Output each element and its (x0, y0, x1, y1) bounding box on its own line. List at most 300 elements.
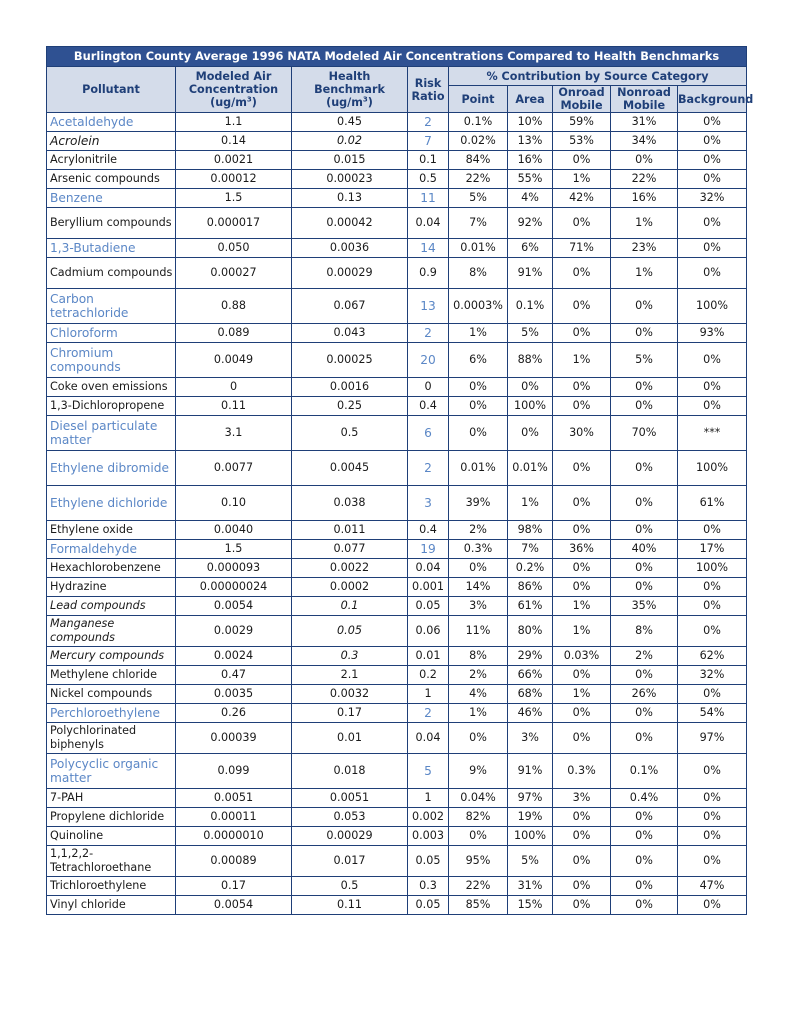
nonroad-percent: 26% (611, 685, 678, 704)
modeled-concentration: 0.0054 (176, 896, 292, 915)
point-percent: 95% (449, 846, 508, 877)
area-percent: 91% (508, 754, 553, 789)
background-percent: 17% (678, 540, 747, 559)
pollutant-name: Arsenic compounds (47, 170, 176, 189)
modeled-concentration: 0.14 (176, 132, 292, 151)
risk-ratio: 0.04 (408, 723, 449, 754)
pollutant-name: Lead compounds (47, 597, 176, 616)
area-percent: 1% (508, 486, 553, 521)
pollutant-header: Pollutant (47, 67, 176, 113)
area-percent: 5% (508, 324, 553, 343)
onroad-percent: 0.03% (553, 647, 611, 666)
background-percent: 62% (678, 647, 747, 666)
background-percent: 0% (678, 846, 747, 877)
area-percent: 0% (508, 378, 553, 397)
pollutant-name: Ethylene oxide (47, 521, 176, 540)
nonroad-percent: 35% (611, 597, 678, 616)
background-percent: *** (678, 416, 747, 451)
modeled-concentration: 0.0051 (176, 789, 292, 808)
point-percent: 39% (449, 486, 508, 521)
table-row (47, 416, 747, 451)
table-row (47, 597, 747, 616)
risk-ratio: 13 (408, 289, 449, 324)
table-row (47, 289, 747, 324)
risk-ratio: 11 (408, 189, 449, 208)
pollutant-name: Acetaldehyde (47, 113, 176, 132)
table-row (47, 559, 747, 578)
nonroad-percent: 1% (611, 258, 678, 289)
modeled-concentration: 0.00012 (176, 170, 292, 189)
background-percent: 0% (678, 685, 747, 704)
table-row (47, 723, 747, 754)
background-percent: 0% (678, 343, 747, 378)
point-percent: 0% (449, 397, 508, 416)
pollutant-name: Acrolein (47, 132, 176, 151)
area-percent: 0.01% (508, 451, 553, 486)
pollutant-name: Perchloroethylene (47, 704, 176, 723)
modeled-concentration: 0.00027 (176, 258, 292, 289)
nonroad-percent: 0% (611, 827, 678, 846)
point-percent: 22% (449, 877, 508, 896)
point-percent: 8% (449, 258, 508, 289)
onroad-percent: 0% (553, 827, 611, 846)
health-benchmark: 0.053 (292, 808, 408, 827)
health-benchmark: 0.45 (292, 113, 408, 132)
area-percent: 10% (508, 113, 553, 132)
background-percent: 0% (678, 754, 747, 789)
modeled-concentration: 1.5 (176, 189, 292, 208)
background-percent: 0% (678, 896, 747, 915)
point-percent: 0% (449, 559, 508, 578)
nonroad-percent: 0% (611, 877, 678, 896)
point-percent: 0.3% (449, 540, 508, 559)
health-benchmark: 0.25 (292, 397, 408, 416)
area-percent: 0.2% (508, 559, 553, 578)
table-row (47, 616, 747, 647)
pollutant-name: Coke oven emissions (47, 378, 176, 397)
table-row (47, 877, 747, 896)
point-percent: 0.0003% (449, 289, 508, 324)
modeled-concentration: 0.88 (176, 289, 292, 324)
modeled-concentration: 0.0024 (176, 647, 292, 666)
background-percent: 0% (678, 578, 747, 597)
point-percent: 0.1% (449, 113, 508, 132)
area-header: Area (508, 86, 553, 113)
modeled-concentration: 0.0040 (176, 521, 292, 540)
point-percent: 1% (449, 324, 508, 343)
onroad-percent: 0% (553, 289, 611, 324)
onroad-percent: 0% (553, 559, 611, 578)
onroad-percent: 0% (553, 208, 611, 239)
point-percent: 0.04% (449, 789, 508, 808)
point-percent: 0% (449, 723, 508, 754)
pollutant-name: Mercury compounds (47, 647, 176, 666)
pollutant-name: Benzene (47, 189, 176, 208)
risk-ratio: 2 (408, 704, 449, 723)
risk-ratio: 1 (408, 685, 449, 704)
table-row (47, 208, 747, 239)
modeled-concentration: 0.0054 (176, 597, 292, 616)
point-percent: 4% (449, 685, 508, 704)
health-benchmark: 0.00023 (292, 170, 408, 189)
onroad-percent: 0% (553, 666, 611, 685)
onroad-percent: 36% (553, 540, 611, 559)
table-row (47, 189, 747, 208)
point-percent: 0% (449, 416, 508, 451)
area-percent: 98% (508, 521, 553, 540)
risk-ratio: 5 (408, 754, 449, 789)
risk-ratio: 2 (408, 324, 449, 343)
table-row (47, 132, 747, 151)
nonroad-percent: 0% (611, 666, 678, 685)
area-percent: 29% (508, 647, 553, 666)
health-benchmark: 0.5 (292, 416, 408, 451)
point-percent: 0% (449, 827, 508, 846)
onroad-percent: 3% (553, 789, 611, 808)
point-percent: 5% (449, 189, 508, 208)
health-benchmark: 0.0032 (292, 685, 408, 704)
health-benchmark: 0.038 (292, 486, 408, 521)
onroad-percent: 0% (553, 846, 611, 877)
onroad-percent: 0% (553, 704, 611, 723)
modeled-concentration: 0.0077 (176, 451, 292, 486)
table-row (47, 151, 747, 170)
background-percent: 0% (678, 258, 747, 289)
table-row (47, 239, 747, 258)
point-percent: 85% (449, 896, 508, 915)
pollutant-name: Hydrazine (47, 578, 176, 597)
point-percent: 2% (449, 666, 508, 685)
table-row (47, 666, 747, 685)
point-percent: 9% (449, 754, 508, 789)
onroad-percent: 0% (553, 451, 611, 486)
pollutant-name: Hexachlorobenzene (47, 559, 176, 578)
area-percent: 0% (508, 416, 553, 451)
risk-ratio: 2 (408, 451, 449, 486)
health-benchmark: 0.0002 (292, 578, 408, 597)
modeled-concentration: 0.11 (176, 397, 292, 416)
onroad-mobile-header: Onroad Mobile (553, 86, 611, 113)
pollutant-name: Nickel compounds (47, 685, 176, 704)
pollutant-name: 1,3-Dichloropropene (47, 397, 176, 416)
background-percent: 0% (678, 239, 747, 258)
point-percent: 6% (449, 343, 508, 378)
nonroad-percent: 0% (611, 723, 678, 754)
onroad-percent: 0% (553, 521, 611, 540)
area-percent: 13% (508, 132, 553, 151)
area-percent: 100% (508, 827, 553, 846)
onroad-percent: 0% (553, 397, 611, 416)
modeled-concentration: 0.0021 (176, 151, 292, 170)
health-benchmark: 0.00029 (292, 827, 408, 846)
background-percent: 0% (678, 597, 747, 616)
table-row (47, 324, 747, 343)
risk-ratio: 0.05 (408, 597, 449, 616)
modeled-concentration: 0 (176, 378, 292, 397)
health-benchmark: 0.0045 (292, 451, 408, 486)
modeled-concentration: 3.1 (176, 416, 292, 451)
modeled-concentration: 1.5 (176, 540, 292, 559)
background-percent: 0% (678, 113, 747, 132)
table-row (47, 827, 747, 846)
point-percent: 0.01% (449, 451, 508, 486)
nonroad-percent: 1% (611, 208, 678, 239)
background-percent: 0% (678, 808, 747, 827)
pollutant-name: Polychlorinated biphenyls (47, 723, 176, 754)
table-row (47, 647, 747, 666)
nonroad-percent: 70% (611, 416, 678, 451)
modeled-concentration: 0.0035 (176, 685, 292, 704)
onroad-percent: 0% (553, 258, 611, 289)
point-percent: 7% (449, 208, 508, 239)
background-percent: 100% (678, 451, 747, 486)
table-row (47, 397, 747, 416)
nonroad-percent: 40% (611, 540, 678, 559)
nonroad-percent: 0% (611, 521, 678, 540)
health-benchmark: 0.5 (292, 877, 408, 896)
health-benchmark: 0.077 (292, 540, 408, 559)
area-percent: 16% (508, 151, 553, 170)
area-percent: 31% (508, 877, 553, 896)
onroad-percent: 0% (553, 808, 611, 827)
health-benchmark-header: Health Benchmark $(ug/m^3)$ (292, 67, 408, 113)
table-row (47, 578, 747, 597)
health-benchmark: 0.17 (292, 704, 408, 723)
table-row (47, 846, 747, 877)
area-percent: 46% (508, 704, 553, 723)
area-percent: 86% (508, 578, 553, 597)
table-row (47, 451, 747, 486)
background-percent: 0% (678, 378, 747, 397)
pollutant-name: Polycyclic organic matter (47, 754, 176, 789)
table-row (47, 521, 747, 540)
onroad-percent: 0% (553, 378, 611, 397)
health-benchmark: 0.02 (292, 132, 408, 151)
onroad-percent: 53% (553, 132, 611, 151)
onroad-percent: 71% (553, 239, 611, 258)
background-percent: 32% (678, 189, 747, 208)
health-benchmark: 0.0016 (292, 378, 408, 397)
nonroad-percent: 0% (611, 578, 678, 597)
background-percent: 47% (678, 877, 747, 896)
health-benchmark: 0.0036 (292, 239, 408, 258)
onroad-percent: 1% (553, 343, 611, 378)
risk-ratio: 0.04 (408, 559, 449, 578)
modeled-concentration: 0.17 (176, 877, 292, 896)
pollutant-name: Vinyl chloride (47, 896, 176, 915)
pollutant-name: Propylene dichloride (47, 808, 176, 827)
background-percent: 0% (678, 170, 747, 189)
area-percent: 92% (508, 208, 553, 239)
onroad-percent: 0% (553, 896, 611, 915)
pollutant-name: Manganese compounds (47, 616, 176, 647)
table-row (47, 685, 747, 704)
area-percent: 6% (508, 239, 553, 258)
modeled-concentration: 0.0029 (176, 616, 292, 647)
risk-ratio: 0.9 (408, 258, 449, 289)
nonroad-percent: 31% (611, 113, 678, 132)
nonroad-percent: 0% (611, 451, 678, 486)
table-row (47, 258, 747, 289)
health-benchmark: 0.11 (292, 896, 408, 915)
modeled-concentration: 0.00011 (176, 808, 292, 827)
health-benchmark: 0.3 (292, 647, 408, 666)
background-header: Background (678, 86, 747, 113)
point-percent: 14% (449, 578, 508, 597)
health-benchmark: 0.017 (292, 846, 408, 877)
area-percent: 68% (508, 685, 553, 704)
background-percent: 0% (678, 208, 747, 239)
point-percent: 11% (449, 616, 508, 647)
table-row (47, 170, 747, 189)
health-benchmark: 0.00029 (292, 258, 408, 289)
point-percent: 0.02% (449, 132, 508, 151)
source-contribution-header: % Contribution by Source Category (449, 67, 747, 86)
point-percent: 1% (449, 704, 508, 723)
health-benchmark: 0.043 (292, 324, 408, 343)
table-row (47, 754, 747, 789)
modeled-concentration: 0.0000010 (176, 827, 292, 846)
health-benchmark: 0.1 (292, 597, 408, 616)
risk-ratio: 0.003 (408, 827, 449, 846)
table-row (47, 704, 747, 723)
table-body (47, 113, 747, 915)
onroad-percent: 42% (553, 189, 611, 208)
modeled-concentration: 0.00089 (176, 846, 292, 877)
onroad-percent: 0.3% (553, 754, 611, 789)
background-percent: 93% (678, 324, 747, 343)
pollutant-name: Quinoline (47, 827, 176, 846)
nonroad-percent: 5% (611, 343, 678, 378)
table-row (47, 540, 747, 559)
onroad-percent: 0% (553, 486, 611, 521)
risk-ratio: 0.04 (408, 208, 449, 239)
area-percent: 91% (508, 258, 553, 289)
nonroad-percent: 0% (611, 846, 678, 877)
table-row (47, 378, 747, 397)
health-benchmark: 0.067 (292, 289, 408, 324)
table-row (47, 896, 747, 915)
modeled-concentration: 0.10 (176, 486, 292, 521)
background-percent: 0% (678, 151, 747, 170)
area-percent: 4% (508, 189, 553, 208)
area-percent: 97% (508, 789, 553, 808)
onroad-percent: 59% (553, 113, 611, 132)
risk-ratio: 0.001 (408, 578, 449, 597)
background-percent: 0% (678, 789, 747, 808)
background-percent: 100% (678, 559, 747, 578)
background-percent: 32% (678, 666, 747, 685)
nonroad-percent: 0% (611, 808, 678, 827)
risk-ratio: 0.05 (408, 846, 449, 877)
onroad-percent: 1% (553, 170, 611, 189)
risk-ratio: 0.01 (408, 647, 449, 666)
risk-ratio: 0.002 (408, 808, 449, 827)
modeled-concentration: 0.00000024 (176, 578, 292, 597)
pollutant-name: Trichloroethylene (47, 877, 176, 896)
nonroad-mobile-header: Nonroad Mobile (611, 86, 678, 113)
nonroad-percent: 0% (611, 289, 678, 324)
nonroad-percent: 16% (611, 189, 678, 208)
risk-ratio: 0.05 (408, 896, 449, 915)
pollutant-name: Ethylene dichloride (47, 486, 176, 521)
background-percent: 61% (678, 486, 747, 521)
risk-ratio: 6 (408, 416, 449, 451)
pollutant-name: Ethylene dibromide (47, 451, 176, 486)
onroad-percent: 0% (553, 723, 611, 754)
health-benchmark: 0.011 (292, 521, 408, 540)
risk-ratio: 0.2 (408, 666, 449, 685)
pollutant-name: 1,1,2,2-Tetrachloroethane (47, 846, 176, 877)
onroad-percent: 0% (553, 578, 611, 597)
background-percent: 0% (678, 397, 747, 416)
nonroad-percent: 8% (611, 616, 678, 647)
risk-ratio: 14 (408, 239, 449, 258)
onroad-percent: 30% (553, 416, 611, 451)
health-benchmark: 0.018 (292, 754, 408, 789)
modeled-concentration: 0.0049 (176, 343, 292, 378)
health-benchmark: 0.015 (292, 151, 408, 170)
risk-ratio: 0.4 (408, 521, 449, 540)
modeled-concentration: 0.000093 (176, 559, 292, 578)
area-percent: 3% (508, 723, 553, 754)
background-percent: 100% (678, 289, 747, 324)
risk-ratio: 7 (408, 132, 449, 151)
onroad-percent: 1% (553, 685, 611, 704)
background-percent: 0% (678, 827, 747, 846)
table-title: Burlington County Average 1996 NATA Modeled Air Concentrations Compared to Health Benchmarks (47, 47, 747, 67)
table-row (47, 789, 747, 808)
onroad-percent: 0% (553, 151, 611, 170)
point-header: Point (449, 86, 508, 113)
table-row (47, 486, 747, 521)
risk-ratio: 0.5 (408, 170, 449, 189)
health-benchmark: 0.0022 (292, 559, 408, 578)
risk-ratio: 0.4 (408, 397, 449, 416)
nonroad-percent: 0% (611, 559, 678, 578)
table-row (47, 343, 747, 378)
area-percent: 19% (508, 808, 553, 827)
health-benchmark: 0.13 (292, 189, 408, 208)
area-percent: 66% (508, 666, 553, 685)
background-percent: 0% (678, 616, 747, 647)
area-percent: 88% (508, 343, 553, 378)
point-percent: 84% (449, 151, 508, 170)
nonroad-percent: 0% (611, 397, 678, 416)
nonroad-percent: 0.1% (611, 754, 678, 789)
pollutant-name: Beryllium compounds (47, 208, 176, 239)
area-percent: 55% (508, 170, 553, 189)
point-percent: 22% (449, 170, 508, 189)
risk-ratio: 0 (408, 378, 449, 397)
modeled-concentration: 0.000017 (176, 208, 292, 239)
benchmark-table (46, 46, 754, 915)
modeled-concentration-header: Modeled Air Concentration $(ug/m^3)$ (176, 67, 292, 113)
pollutant-name: Carbon tetrachloride (47, 289, 176, 324)
modeled-concentration: 0.050 (176, 239, 292, 258)
nonroad-percent: 34% (611, 132, 678, 151)
nonroad-percent: 0% (611, 151, 678, 170)
risk-ratio: 1 (408, 789, 449, 808)
onroad-percent: 0% (553, 877, 611, 896)
nonroad-percent: 0% (611, 704, 678, 723)
nonroad-percent: 0% (611, 486, 678, 521)
point-percent: 0.01% (449, 239, 508, 258)
pollutant-name: Diesel particulate matter (47, 416, 176, 451)
health-benchmark: 2.1 (292, 666, 408, 685)
point-percent: 2% (449, 521, 508, 540)
pollutant-name: Chloroform (47, 324, 176, 343)
